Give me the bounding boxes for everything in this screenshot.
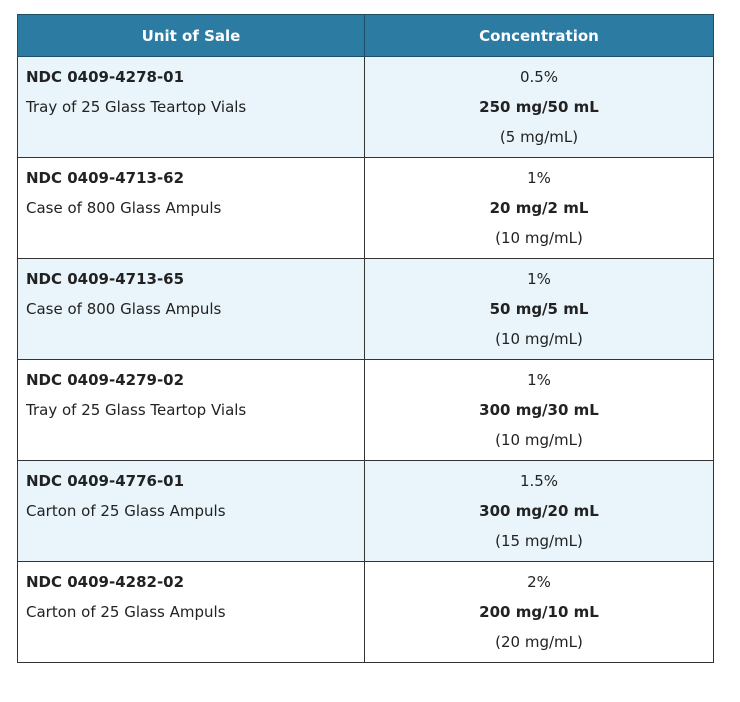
concentration-amount: 300 mg/20 mL [479, 502, 599, 520]
unit-of-sale-cell [18, 562, 365, 663]
concentration-percent: 0.5% [519, 68, 559, 86]
package-description: Case of 800 Glass Ampuls [26, 199, 222, 217]
concentration-cell [365, 562, 714, 663]
ndc-code: NDC 0409-4776-01 [26, 472, 185, 490]
concentration-cell [365, 259, 714, 360]
concentration-per-ml: (20 mg/mL) [495, 633, 583, 651]
concentration-percent: 1.5% [519, 472, 559, 490]
concentration-per-ml: (10 mg/mL) [495, 431, 583, 449]
package-description: Carton of 25 Glass Ampuls [26, 603, 226, 621]
concentration-cell [365, 158, 714, 259]
table-header-row [18, 15, 714, 57]
concentration-percent: 1% [527, 371, 551, 389]
table-row [18, 158, 714, 259]
concentration-cell [365, 57, 714, 158]
unit-of-sale-cell [18, 360, 365, 461]
package-description: Tray of 25 Glass Teartop Vials [26, 401, 247, 419]
concentration-per-ml: (10 mg/mL) [495, 330, 583, 348]
package-description: Carton of 25 Glass Ampuls [26, 502, 226, 520]
concentration-amount: 50 mg/5 mL [489, 300, 589, 318]
table-row [18, 259, 714, 360]
concentration-per-ml: (10 mg/mL) [495, 229, 583, 247]
unit-of-sale-cell [18, 57, 365, 158]
package-description: Tray of 25 Glass Teartop Vials [26, 98, 247, 116]
concentration-cell [365, 461, 714, 562]
ndc-code: NDC 0409-4713-62 [26, 169, 185, 187]
concentration-percent: 2% [527, 573, 551, 591]
concentration-percent: 1% [527, 169, 551, 187]
ndc-code: NDC 0409-4278-01 [26, 68, 185, 86]
ndc-code: NDC 0409-4279-02 [26, 371, 185, 389]
unit-of-sale-cell [18, 461, 365, 562]
ndc-code: NDC 0409-4713-65 [26, 270, 185, 288]
ndc-code: NDC 0409-4282-02 [26, 573, 185, 591]
product-table [17, 14, 714, 663]
concentration-amount: 250 mg/50 mL [479, 98, 599, 116]
concentration-amount: 20 mg/2 mL [489, 199, 589, 217]
table-row [18, 461, 714, 562]
product-table-container [17, 14, 713, 663]
concentration-per-ml: (5 mg/mL) [499, 128, 579, 146]
table-row [18, 57, 714, 158]
unit-of-sale-cell [18, 158, 365, 259]
concentration-percent: 1% [527, 270, 551, 288]
unit-of-sale-cell [18, 259, 365, 360]
header-concentration: Concentration [365, 15, 714, 57]
header-unit-of-sale: Unit of Sale [18, 15, 365, 57]
concentration-amount: 200 mg/10 mL [479, 603, 599, 621]
table-row [18, 562, 714, 663]
concentration-amount: 300 mg/30 mL [479, 401, 599, 419]
table-row [18, 360, 714, 461]
concentration-cell [365, 360, 714, 461]
concentration-per-ml: (15 mg/mL) [495, 532, 583, 550]
package-description: Case of 800 Glass Ampuls [26, 300, 222, 318]
